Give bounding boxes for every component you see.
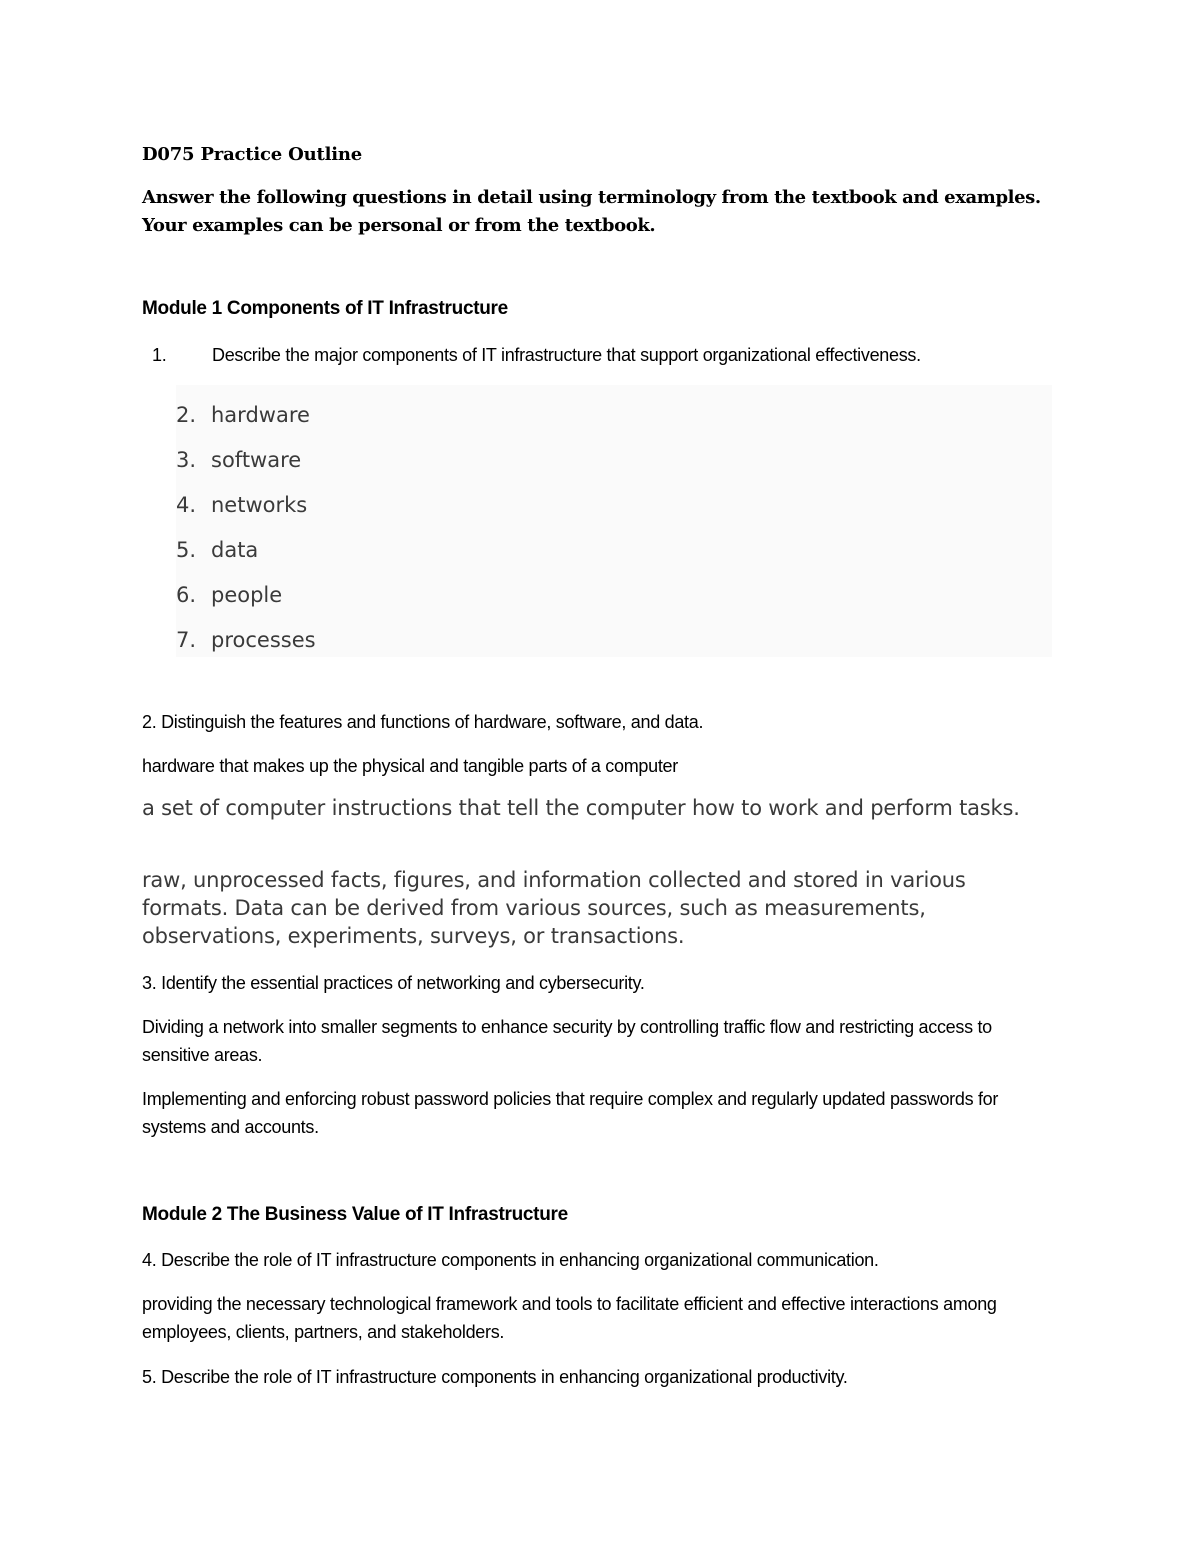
list-item-number: 3. <box>176 448 197 472</box>
list-item-label: data <box>211 538 259 562</box>
question-5: 5. Describe the role of IT infrastructure components in enhancing organizational productivity. <box>142 1367 848 1387</box>
module-2-heading: Module 2 The Business Value of IT Infrastructure <box>142 1204 568 1225</box>
list-item <box>176 491 307 519</box>
answer-2-data: raw, unprocessed facts, figures, and information collected and stored in various formats. Data can be derived from various sources, such as measurements, observations, experiments, surveys, or transactions. <box>142 868 966 948</box>
list-item <box>176 401 310 429</box>
answer-3-segmentation: Dividing a network into smaller segments to enhance security by controlling traffic flow and restricting access to sensitive areas. <box>142 1017 992 1065</box>
components-list <box>176 385 1052 657</box>
document-title: D075 Practice Outline <box>142 144 363 165</box>
list-item-number: 5. <box>176 538 197 562</box>
list-item-number: 4. <box>176 493 197 517</box>
list-item-label: processes <box>211 628 316 652</box>
list-item-label: people <box>211 583 283 607</box>
list-item <box>176 536 258 564</box>
answer-2-hardware: hardware that makes up the physical and tangible parts of a computer <box>142 756 678 776</box>
list-item-label: networks <box>211 493 308 517</box>
list-item-label: hardware <box>211 403 310 427</box>
question-3: 3. Identify the essential practices of networking and cybersecurity. <box>142 973 645 993</box>
list-item <box>176 446 301 474</box>
answer-2-software: a set of computer instructions that tell the computer how to work and perform tasks. <box>142 796 1020 820</box>
answer-4: providing the necessary technological framework and tools to facilitate efficient and effective interactions among employees, clients, partners, and stakeholders. <box>142 1294 997 1342</box>
list-item-number: 6. <box>176 583 197 607</box>
question-4: 4. Describe the role of IT infrastructure components in enhancing organizational communication. <box>142 1250 879 1270</box>
instructions-text: Answer the following questions in detail using terminology from the textbook and examples. Your examples can be personal or from the textbook. <box>142 187 1041 236</box>
module-1-heading: Module 1 Components of IT Infrastructure <box>142 298 508 319</box>
list-item <box>176 581 282 609</box>
list-item-number: 7. <box>176 628 197 652</box>
answer-3-passwords: Implementing and enforcing robust password policies that require complex and regularly updated passwords for systems and accounts. <box>142 1089 999 1137</box>
list-item-number: 2. <box>176 403 197 427</box>
question-1-number: 1. <box>152 345 167 365</box>
question-1 <box>152 341 1057 369</box>
list-item-label: software <box>211 448 302 472</box>
list-item <box>176 626 316 654</box>
question-1-text: Describe the major components of IT infrastructure that support organizational effectiveness. <box>212 345 921 365</box>
question-2: 2. Distinguish the features and functions of hardware, software, and data. <box>142 712 704 732</box>
